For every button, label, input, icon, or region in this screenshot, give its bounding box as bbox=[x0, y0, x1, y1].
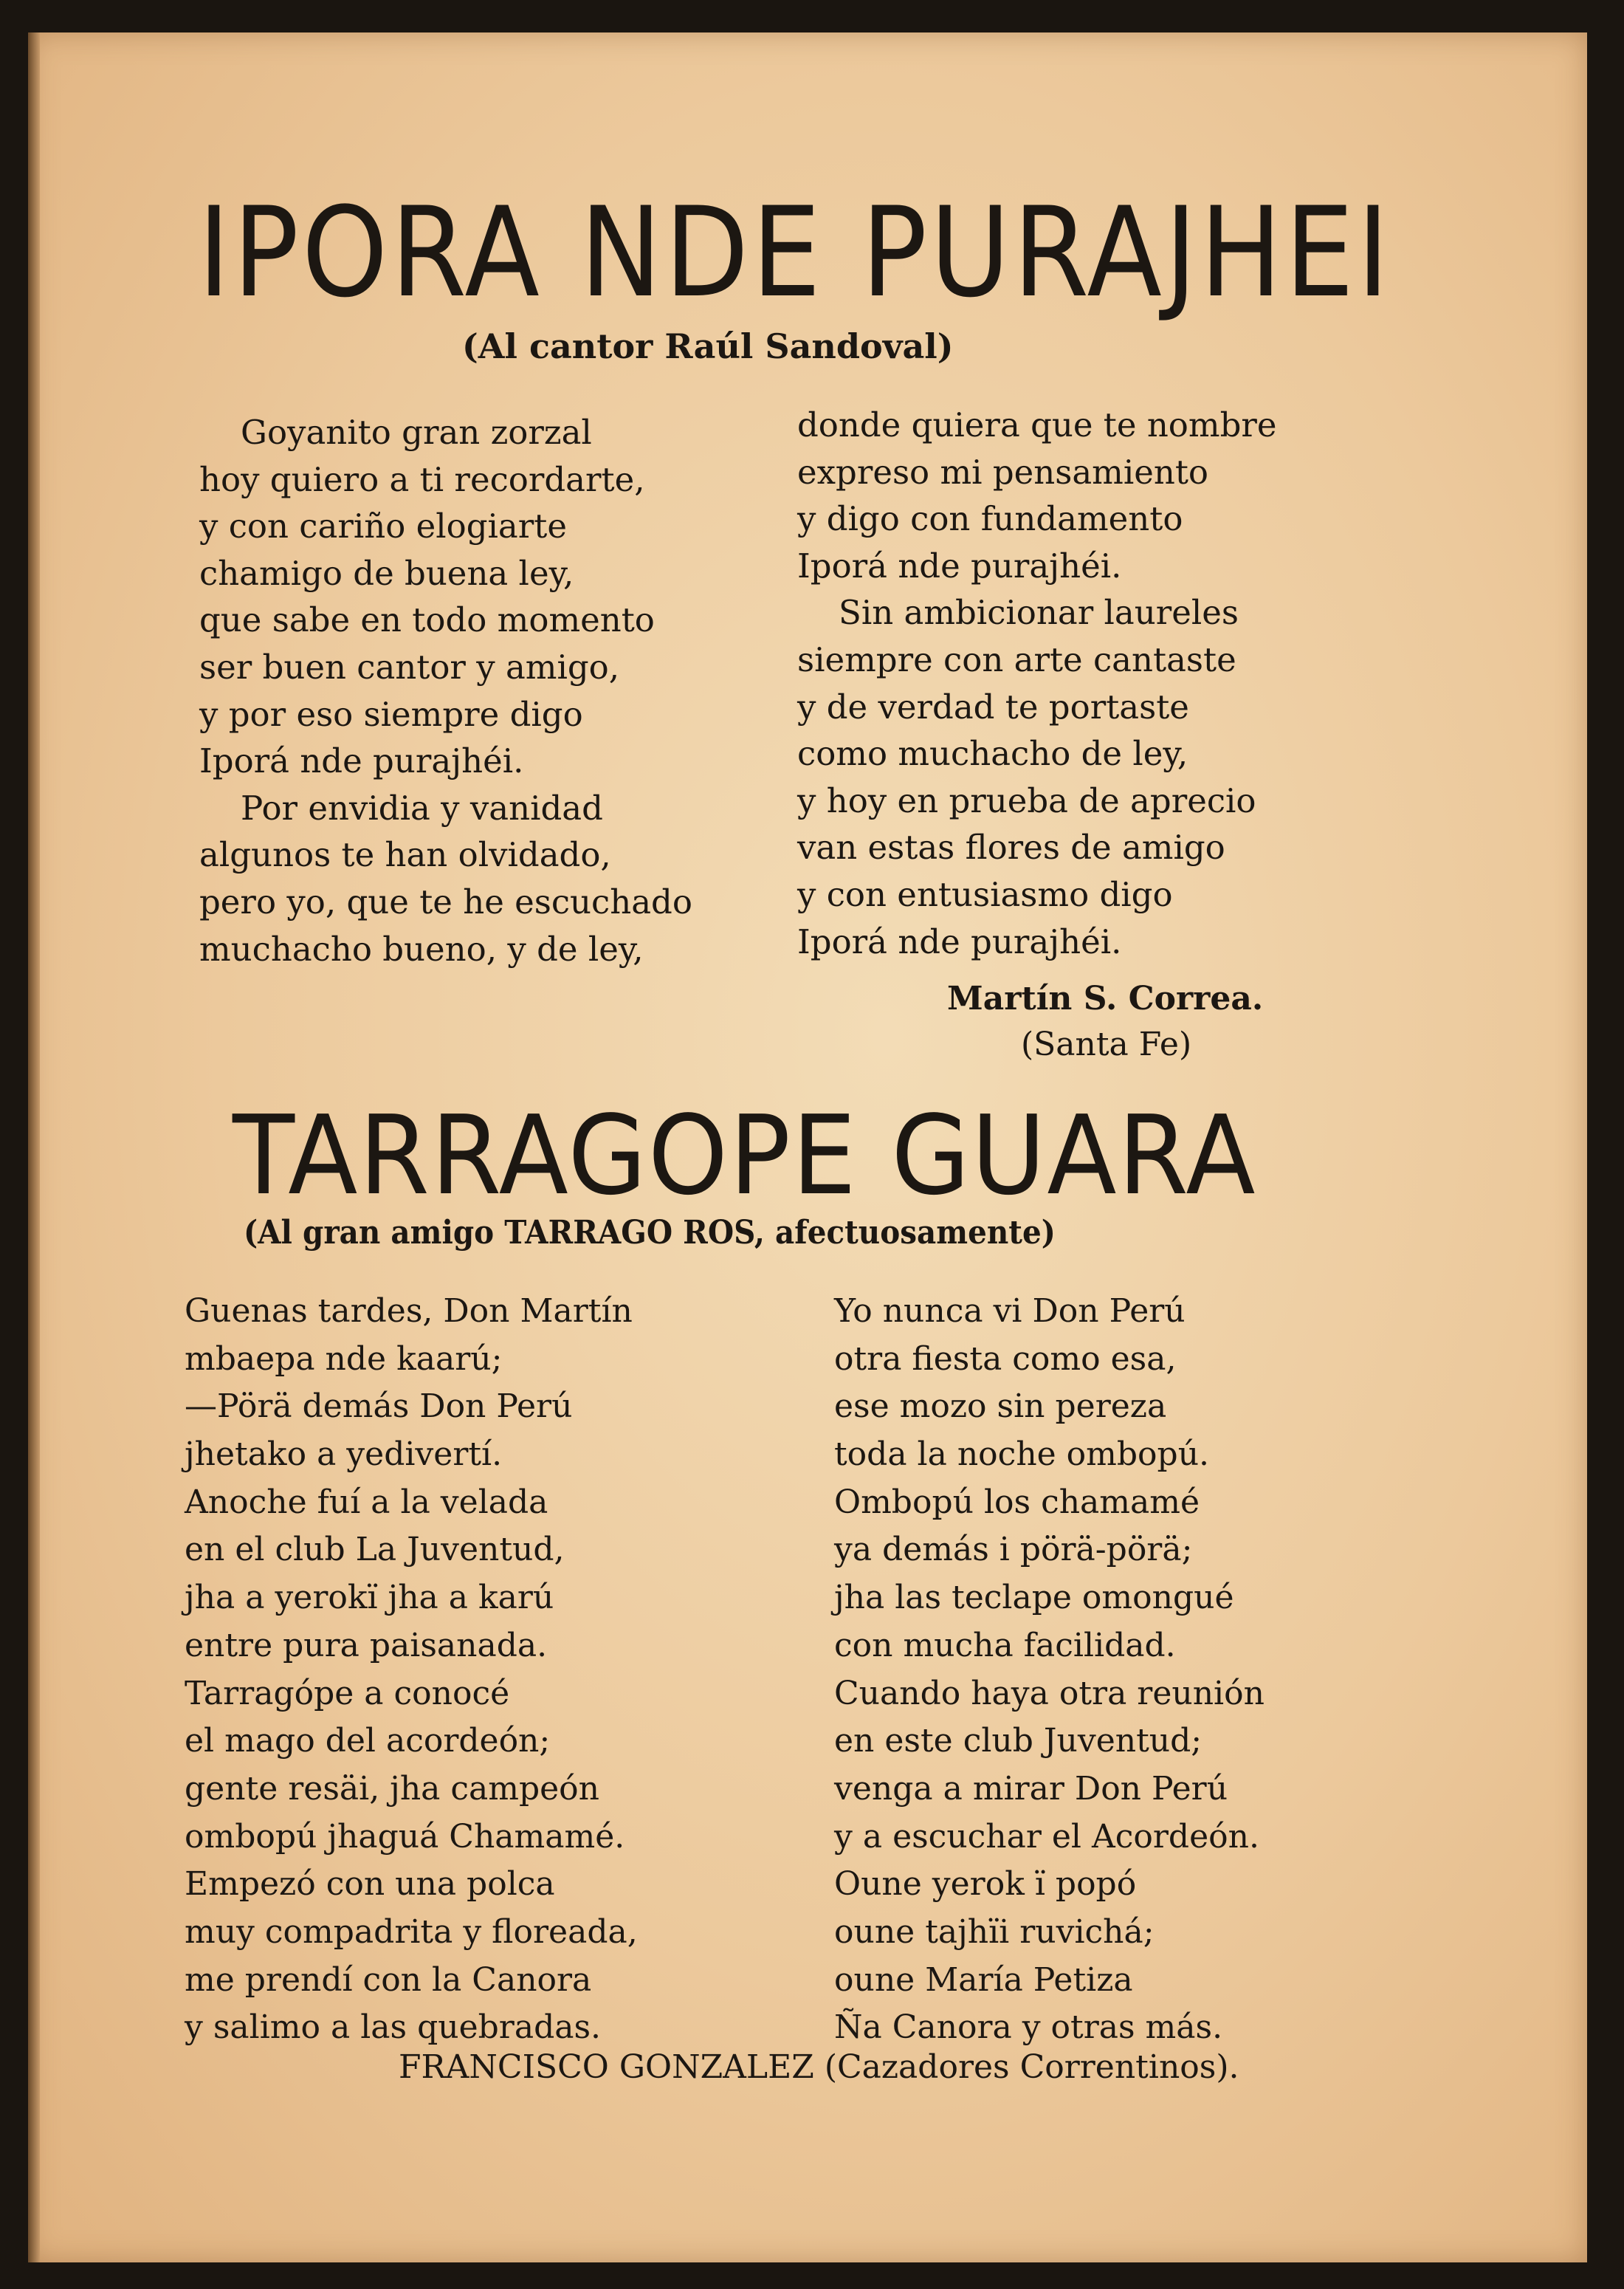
verse-line: Empezó con una polca bbox=[185, 1865, 555, 1904]
poem2-dedication: (Al gran amigo TARRAGO ROS, afectuosamente) bbox=[244, 1214, 1056, 1252]
verse-line: venga a mirar Don Perú bbox=[834, 1769, 1228, 1808]
book-page bbox=[28, 32, 1587, 2262]
verse-line: muy compadrita y floreada, bbox=[185, 1912, 638, 1951]
verse-line: ya demás i pörä-pörä; bbox=[834, 1531, 1193, 1569]
poem1-right-column bbox=[797, 402, 1277, 965]
verse-line: y salimo a las quebradas. bbox=[185, 2008, 602, 2047]
verse-line: expreso mi pensamiento bbox=[797, 452, 1209, 492]
verse-line: van estas flores de amigo bbox=[797, 828, 1225, 868]
page-spine bbox=[28, 32, 40, 2262]
verse-line: jha las teclape omongué bbox=[834, 1579, 1234, 1617]
verse-line: y a escuchar el Acordeón. bbox=[834, 1817, 1259, 1856]
verse-line: hoy quiero a ti recordarte, bbox=[199, 459, 645, 499]
verse-line: y con cariño elogiarte bbox=[199, 507, 567, 546]
verse-line: Tarragópe a conocé bbox=[185, 1674, 510, 1712]
poem2-left-column bbox=[185, 1288, 638, 2052]
verse-line: donde quiera que te nombre bbox=[797, 405, 1277, 445]
verse-line: Sin ambicionar laureles bbox=[839, 593, 1239, 633]
verse-line: Por envidia y vanidad bbox=[241, 788, 603, 828]
verse-line: toda la noche ombopú. bbox=[834, 1435, 1210, 1474]
verse-line: pero yo, que te he escuchado bbox=[199, 882, 692, 922]
verse-line: ser buen cantor y amigo, bbox=[199, 647, 620, 687]
verse-line: jha a yerokï jha a karú bbox=[185, 1579, 554, 1617]
poem2-author: FRANCISCO GONZALEZ (Cazadores Correntinos). bbox=[399, 2048, 1239, 2086]
verse-line: ese mozo sin pereza bbox=[834, 1387, 1167, 1426]
verse-line: Goyanito gran zorzal bbox=[241, 413, 592, 452]
verse-line: y por eso siempre digo bbox=[199, 694, 583, 734]
verse-line: como muchacho de ley, bbox=[797, 734, 1188, 774]
verse-line: Ña Canora y otras más. bbox=[834, 2008, 1223, 2047]
poem1-place: (Santa Fe) bbox=[1021, 1026, 1192, 1063]
verse-line: ombopú jhaguá Chamamé. bbox=[185, 1817, 625, 1856]
verse-line: mbaepa nde kaarú; bbox=[185, 1339, 503, 1378]
verse-line: Guenas tardes, Don Martín bbox=[185, 1292, 633, 1330]
verse-line: Ombopú los chamamé bbox=[834, 1483, 1200, 1521]
verse-line: entre pura paisanada. bbox=[185, 1626, 548, 1664]
verse-line: algunos te han olvidado, bbox=[199, 835, 611, 875]
verse-line: oune tajhïi ruvichá; bbox=[834, 1912, 1155, 1951]
poem2-title: TARRAGOPE GUARA bbox=[233, 1092, 1257, 1219]
verse-line: Yo nunca vi Don Perú bbox=[834, 1292, 1186, 1330]
verse-line: con mucha facilidad. bbox=[834, 1626, 1176, 1664]
verse-line: y digo con fundamento bbox=[797, 499, 1183, 539]
verse-line: chamigo de buena ley, bbox=[199, 553, 574, 593]
verse-line: que sabe en todo momento bbox=[199, 600, 655, 640]
poem2-right-column bbox=[834, 1288, 1265, 2052]
verse-line: en este club Juventud; bbox=[834, 1722, 1202, 1760]
verse-line: Anoche fuí a la velada bbox=[185, 1483, 548, 1521]
verse-line: en el club La Juventud, bbox=[185, 1531, 565, 1569]
verse-line: muchacho bueno, y de ley, bbox=[199, 929, 644, 969]
verse-line: jhetako a yedivertí. bbox=[185, 1435, 503, 1474]
verse-line: Oune yerok ï popó bbox=[834, 1865, 1137, 1904]
poem1-left-column bbox=[199, 409, 692, 972]
verse-line: y hoy en prueba de aprecio bbox=[797, 780, 1256, 820]
verse-line: y con entusiasmo digo bbox=[797, 874, 1173, 914]
verse-line: Iporá nde purajhéi. bbox=[797, 546, 1122, 586]
verse-line: Iporá nde purajhéi. bbox=[199, 741, 524, 781]
poem1-author: Martín S. Correa. bbox=[947, 980, 1264, 1017]
poem1-dedication: (Al cantor Raúl Sandoval) bbox=[462, 326, 954, 366]
verse-line: gente resäi, jha campeón bbox=[185, 1769, 600, 1808]
verse-line: Iporá nde purajhéi. bbox=[797, 922, 1122, 961]
verse-line: siempre con arte cantaste bbox=[797, 639, 1236, 679]
verse-line: y de verdad te portaste bbox=[797, 687, 1189, 727]
verse-line: Cuando haya otra reunión bbox=[834, 1674, 1265, 1712]
poem1-title: IPORA NDE PURAJHEI bbox=[198, 180, 1392, 325]
verse-line: me prendí con la Canora bbox=[185, 1960, 592, 1999]
verse-line: —Pörä demás Don Perú bbox=[185, 1387, 573, 1426]
verse-line: otra fiesta como esa, bbox=[834, 1339, 1177, 1378]
verse-line: oune María Petiza bbox=[834, 1960, 1133, 1999]
verse-line: el mago del acordeón; bbox=[185, 1722, 551, 1760]
